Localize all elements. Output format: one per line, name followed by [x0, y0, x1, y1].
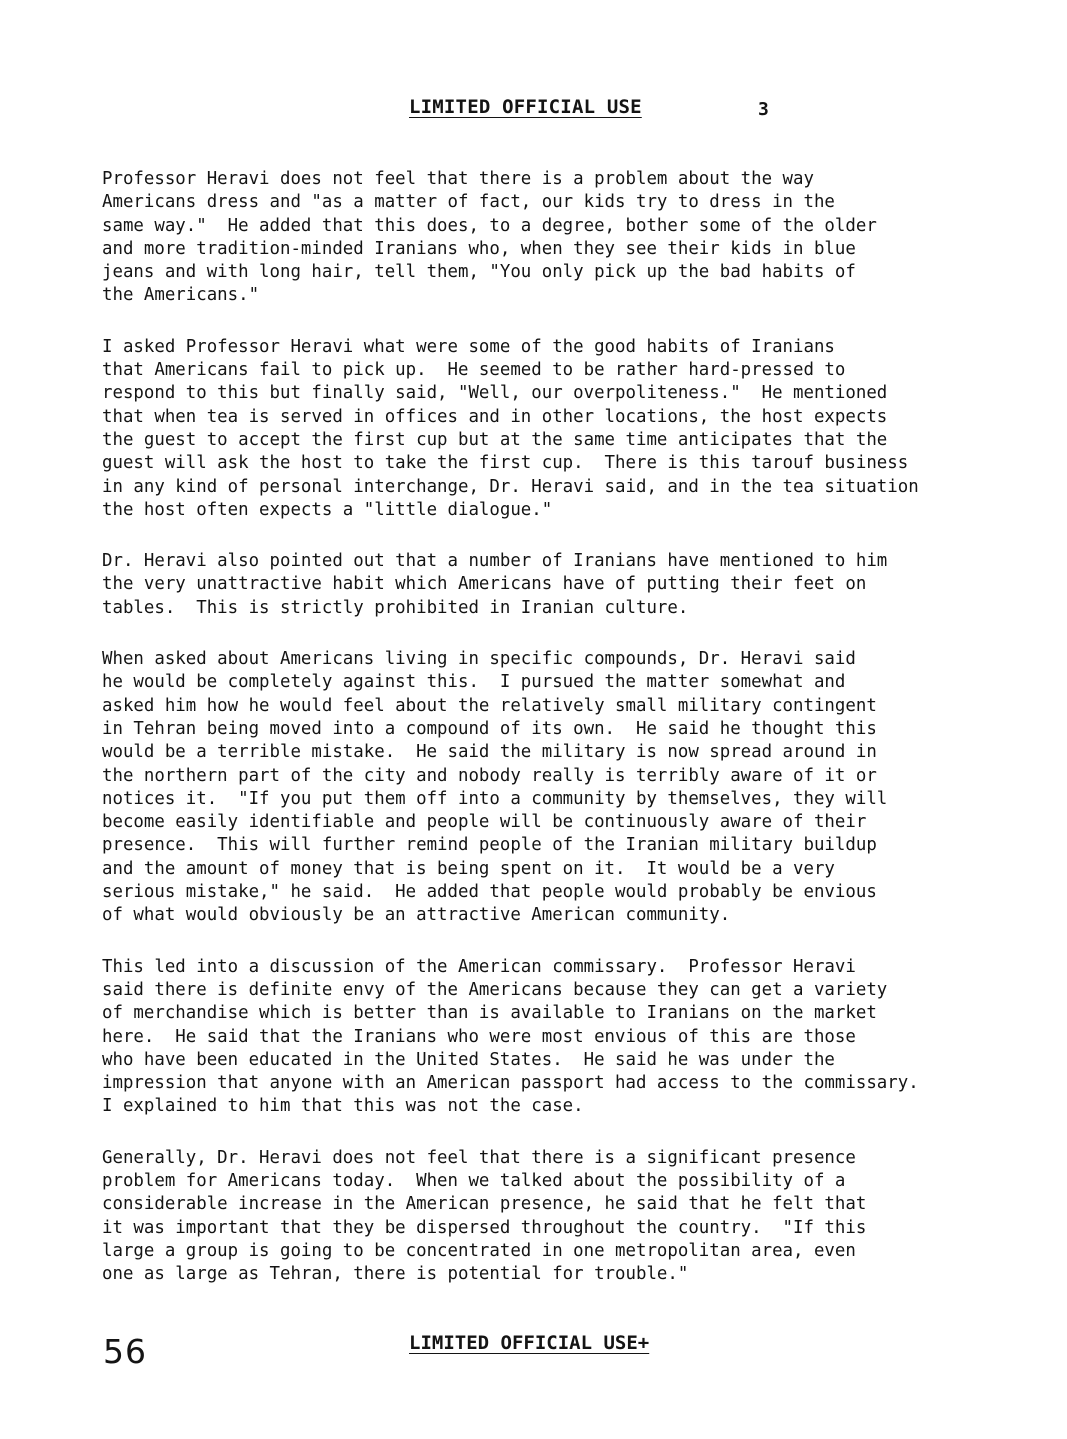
text-line: Generally, Dr. Heravi does not feel that there is a significant presence	[102, 1147, 856, 1168]
text-line: guest will ask the host to take the first cup. There is this tarouf business	[102, 453, 909, 474]
paragraph-feet-on-tables	[102, 550, 1002, 620]
text-line: of merchandise which is better than is available to Iranians on the market	[102, 1003, 877, 1024]
text-line: the guest to accept the first cup but at the same time anticipates that the	[102, 429, 888, 450]
paragraph-compounds	[102, 648, 1002, 928]
text-line: of what would obviously be an attractive American community.	[102, 905, 731, 926]
text-line: presence. This will further remind people of the Iranian military buildup	[102, 835, 877, 856]
text-line: and the amount of money that is being spent on it. It would be a very	[102, 858, 835, 879]
document-number: 56	[103, 1332, 147, 1371]
text-line: and more tradition-minded Iranians who, when they see their kids in blue	[102, 238, 856, 259]
text-line: asked him how he would feel about the relatively small military contingent	[102, 695, 877, 716]
paragraph-commissary	[102, 956, 1002, 1119]
text-line: Dr. Heravi also pointed out that a number of Iranians have mentioned to him	[102, 551, 888, 572]
text-line: become easily identifiable and people will be continuously aware of their	[102, 812, 867, 833]
text-line: I explained to him that this was not the case.	[102, 1096, 584, 1117]
text-line: This led into a discussion of the American commissary. Professor Heravi	[102, 956, 856, 977]
text-line: would be a terrible mistake. He said the military is now spread around in	[102, 742, 877, 763]
header-classification: LIMITED OFFICIAL USE	[409, 96, 642, 118]
text-line: he would be completely against this. I pursued the matter somewhat and	[102, 672, 846, 693]
text-line: the very unattractive habit which Americans have of putting their feet on	[102, 574, 867, 595]
text-line: the Americans."	[102, 285, 260, 306]
text-line: who have been educated in the United States. He said he was under the	[102, 1049, 835, 1070]
text-line: that Americans fail to pick up. He seemed to be rather hard-pressed to	[102, 360, 846, 381]
text-line: the host often expects a "little dialogue."	[102, 499, 553, 520]
text-line: Americans dress and "as a matter of fact, our kids try to dress in the	[102, 192, 835, 213]
text-line: in any kind of personal interchange, Dr. Heravi said, and in the tea situation	[102, 476, 919, 497]
text-line: it was important that they be dispersed throughout the country. "If this	[102, 1217, 867, 1238]
text-line: same way." He added that this does, to a degree, bother some of the older	[102, 215, 877, 236]
text-line: jeans and with long hair, tell them, "You only pick up the bad habits of	[102, 262, 856, 283]
text-line: said there is definite envy of the Americans because they can get a variety	[102, 979, 888, 1000]
text-line: the northern part of the city and nobody really is terribly aware of it or	[102, 765, 877, 786]
paragraph-dress	[102, 168, 1002, 308]
text-line: considerable increase in the American presence, he said that he felt that	[102, 1194, 867, 1215]
text-line: in Tehran being moved into a compound of its own. He said he thought this	[102, 718, 877, 739]
text-line: I asked Professor Heravi what were some of the good habits of Iranians	[102, 336, 835, 357]
text-line: large a group is going to be concentrated in one metropolitan area, even	[102, 1240, 856, 1261]
text-line: When asked about Americans living in specific compounds, Dr. Heravi said	[102, 649, 856, 670]
text-line: Professor Heravi does not feel that there is a problem about the way	[102, 169, 814, 189]
text-line: here. He said that the Iranians who were most envious of this are those	[102, 1026, 856, 1047]
text-line: problem for Americans today. When we talked about the possibility of a	[102, 1170, 846, 1191]
text-line: that when tea is served in offices and in other locations, the host expects	[102, 406, 888, 427]
text-line: impression that anyone with an American passport had access to the commissary.	[102, 1073, 919, 1094]
text-line: one as large as Tehran, there is potential for trouble."	[102, 1264, 689, 1285]
paragraph-presence	[102, 1147, 1002, 1287]
paragraph-good-habits	[102, 336, 1002, 522]
body-text	[102, 168, 1002, 1314]
text-line: tables. This is strictly prohibited in Iranian culture.	[102, 597, 689, 618]
footer-classification: LIMITED OFFICIAL USE+	[409, 1332, 650, 1354]
page-number: 3	[758, 99, 769, 120]
text-line: notices it. "If you put them off into a community by themselves, they will	[102, 788, 888, 809]
text-line: respond to this but finally said, "Well, our overpoliteness." He mentioned	[102, 383, 888, 404]
text-line: serious mistake," he said. He added that people would probably be envious	[102, 882, 877, 903]
